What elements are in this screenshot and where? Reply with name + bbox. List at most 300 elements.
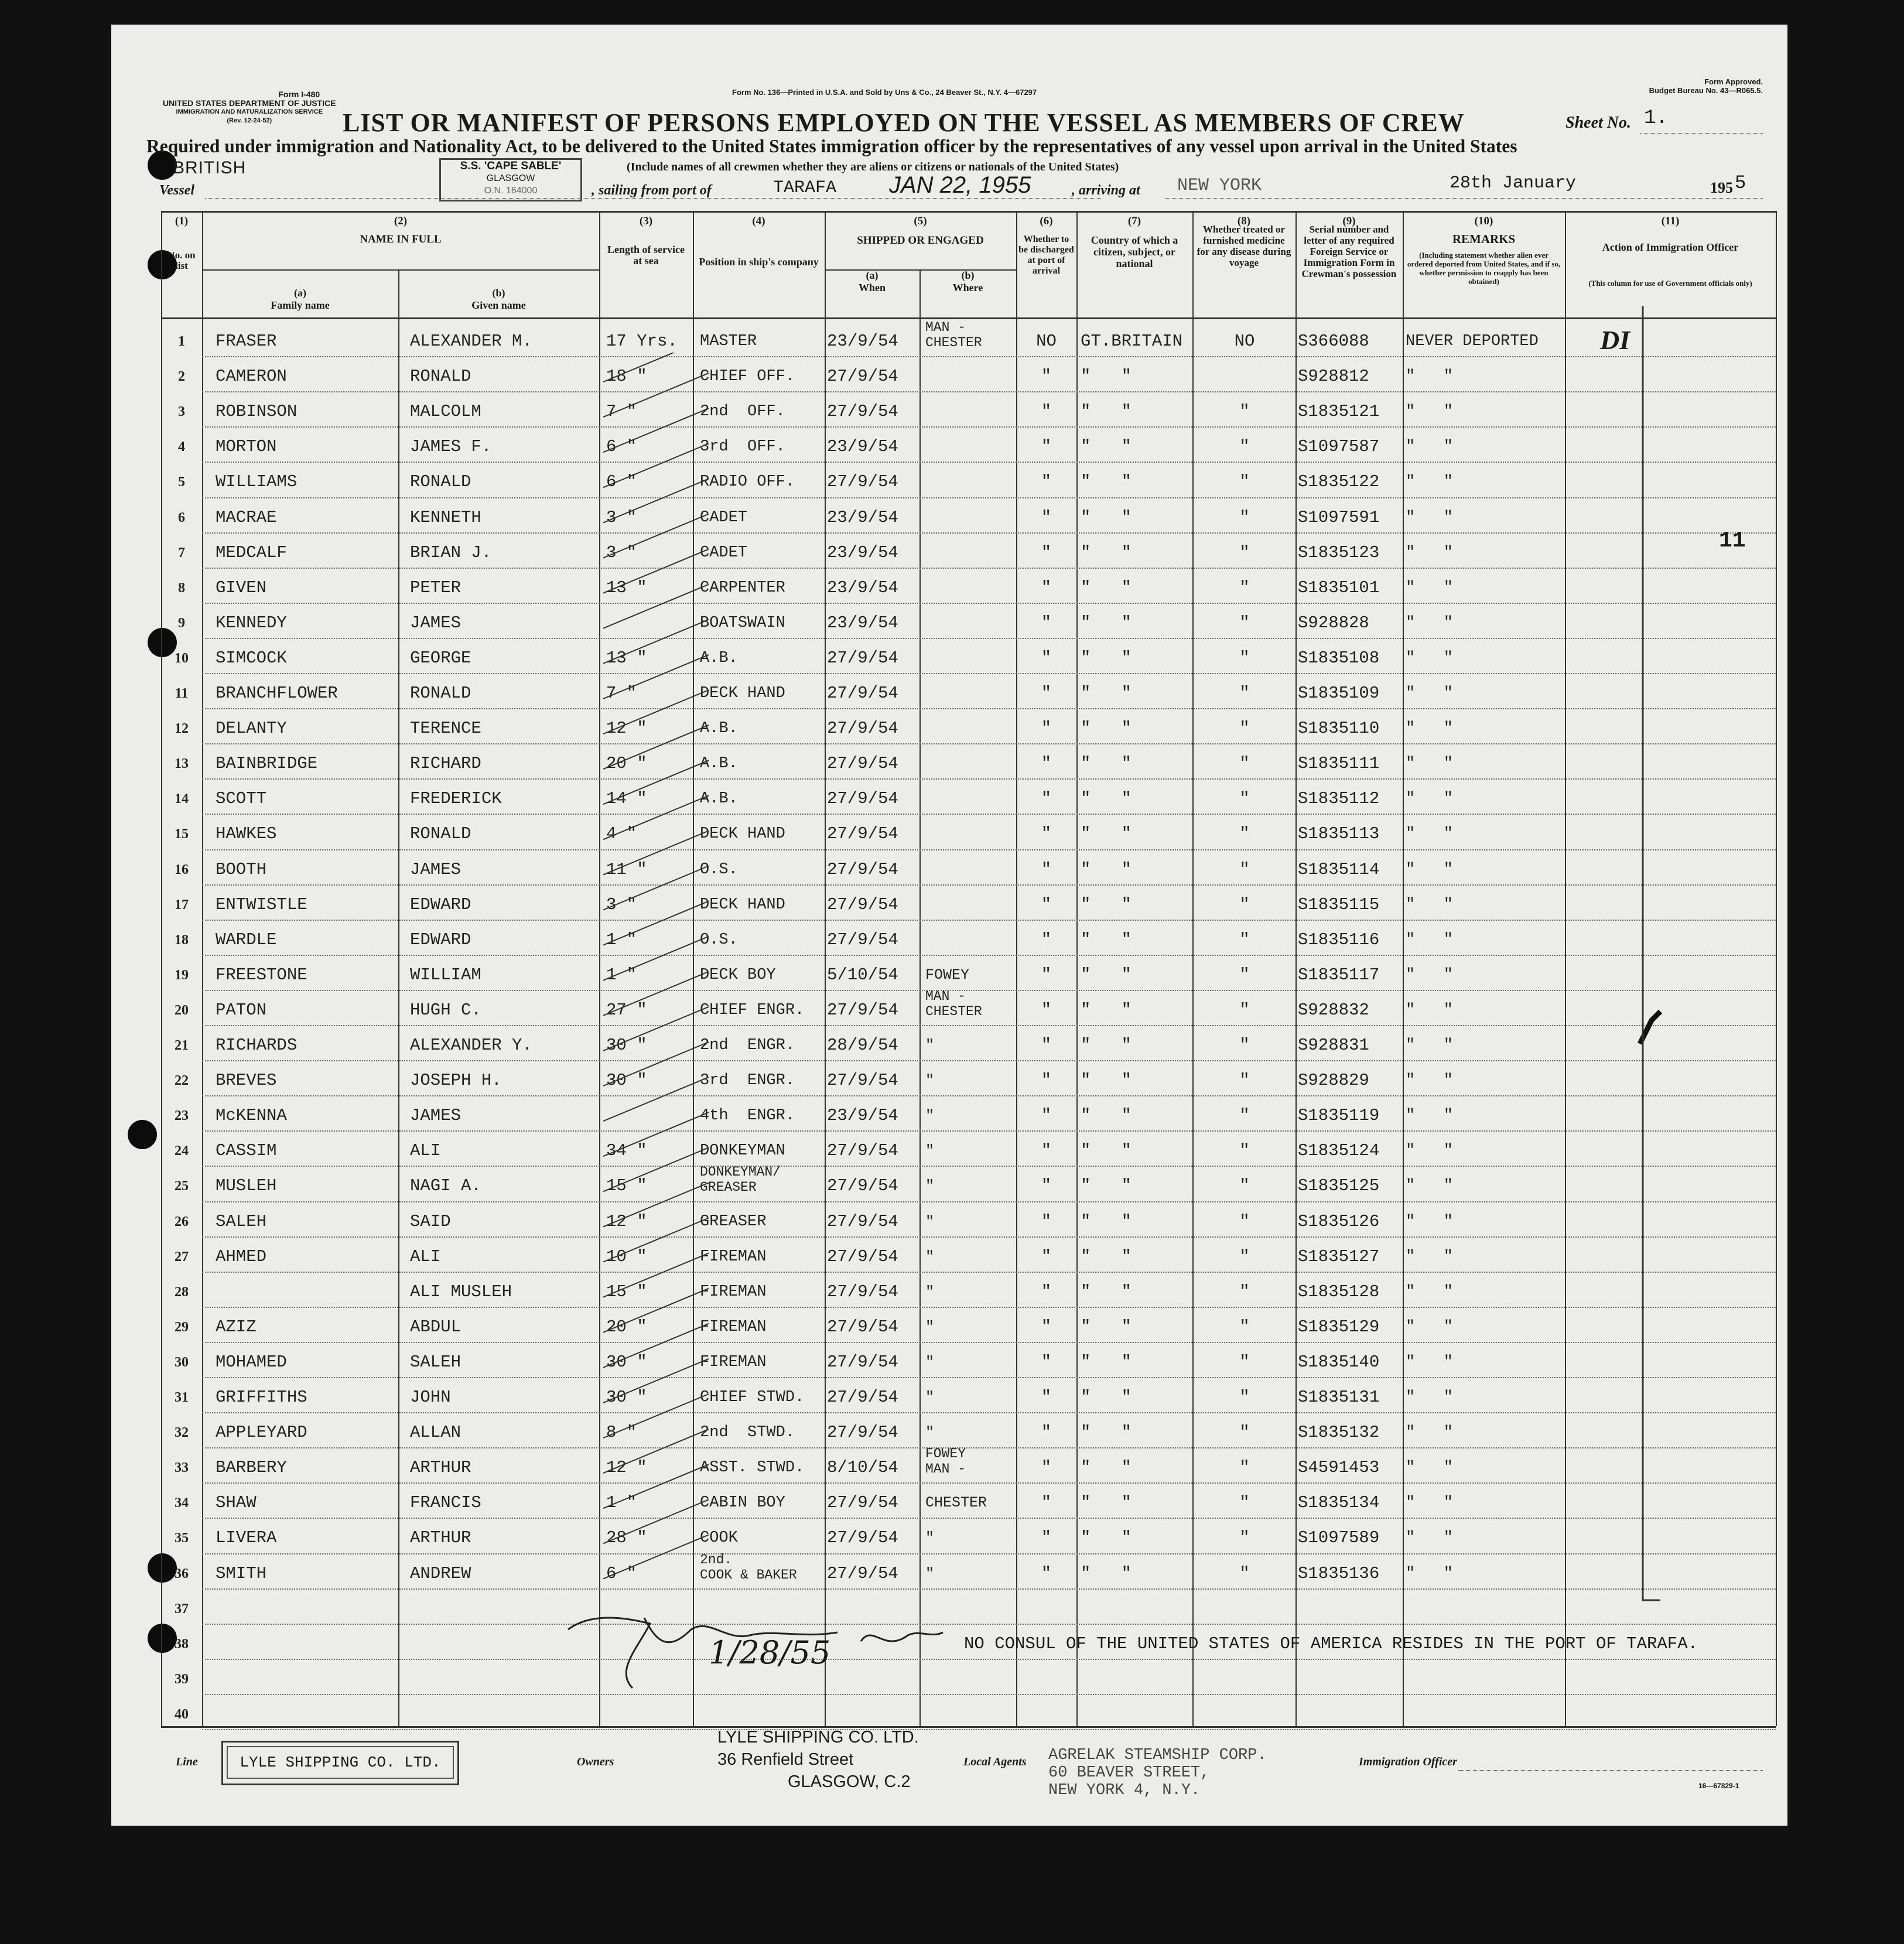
service-length[interactable]: 15 ": [606, 1176, 647, 1196]
given-name[interactable]: JOHN: [410, 1388, 451, 1407]
position[interactable]: A.B.: [700, 790, 738, 808]
discharge[interactable]: ": [1041, 472, 1052, 492]
remarks[interactable]: " ": [1406, 614, 1454, 632]
medicine[interactable]: ": [1239, 789, 1250, 809]
shipped-when[interactable]: 28/9/54: [827, 1036, 898, 1055]
serial-number[interactable]: S1835121: [1298, 402, 1380, 422]
country[interactable]: " ": [1081, 1493, 1132, 1513]
serial-number[interactable]: S1835124: [1298, 1141, 1380, 1161]
service-length[interactable]: 6 ": [606, 437, 637, 457]
shipped-when[interactable]: 27/9/54: [827, 754, 898, 774]
shipped-when[interactable]: 27/9/54: [827, 1211, 898, 1231]
medicine[interactable]: ": [1239, 894, 1250, 914]
family-name[interactable]: McKENNA: [216, 1106, 287, 1126]
remarks[interactable]: " ": [1406, 368, 1454, 386]
remarks[interactable]: " ": [1406, 1564, 1454, 1583]
shipped-when[interactable]: 23/9/54: [827, 507, 898, 527]
discharge[interactable]: ": [1041, 1282, 1052, 1301]
discharge[interactable]: ": [1041, 1106, 1052, 1126]
given-name[interactable]: RICHARD: [410, 754, 481, 774]
given-name[interactable]: WILLIAM: [410, 965, 481, 985]
remarks[interactable]: " ": [1406, 931, 1454, 949]
family-name[interactable]: MUSLEH: [216, 1176, 277, 1196]
shipped-when[interactable]: 23/9/54: [827, 578, 898, 597]
service-length[interactable]: 30 ": [606, 1352, 647, 1372]
position[interactable]: FIREMAN: [700, 1283, 767, 1301]
medicine[interactable]: ": [1239, 1246, 1250, 1266]
serial-number[interactable]: S1835112: [1298, 789, 1380, 809]
service-length[interactable]: 7 ": [606, 402, 637, 422]
shipped-where[interactable]: ": [925, 1107, 935, 1125]
given-name[interactable]: KENNETH: [410, 507, 481, 527]
country[interactable]: " ": [1081, 578, 1132, 597]
family-name[interactable]: SALEH: [216, 1211, 267, 1231]
serial-number[interactable]: S1835119: [1298, 1106, 1380, 1126]
remarks[interactable]: " ": [1406, 966, 1454, 984]
given-name[interactable]: ABDUL: [410, 1317, 462, 1337]
arrival-date[interactable]: 28th January: [1450, 173, 1577, 193]
remarks[interactable]: " ": [1406, 790, 1454, 808]
shipped-when[interactable]: 27/9/54: [827, 930, 898, 949]
remarks[interactable]: " ": [1406, 1037, 1454, 1054]
discharge[interactable]: ": [1041, 789, 1052, 809]
remarks[interactable]: " ": [1406, 544, 1454, 562]
family-name[interactable]: BRANCHFLOWER: [216, 684, 338, 703]
vessel-nationality[interactable]: BRITISH: [173, 158, 247, 177]
service-length[interactable]: 12 ": [606, 719, 647, 739]
discharge[interactable]: ": [1041, 1388, 1052, 1407]
family-name[interactable]: CASSIM: [216, 1141, 277, 1161]
given-name[interactable]: JAMES: [410, 1106, 462, 1126]
family-name[interactable]: APPLEYARD: [216, 1423, 307, 1443]
discharge[interactable]: ": [1041, 437, 1052, 457]
service-length[interactable]: 28 ": [606, 1528, 647, 1548]
serial-number[interactable]: S1835108: [1298, 648, 1380, 668]
country[interactable]: " ": [1081, 1141, 1132, 1161]
remarks[interactable]: " ": [1406, 1072, 1454, 1090]
position[interactable]: RADIO OFF.: [700, 473, 795, 491]
medicine[interactable]: ": [1239, 1563, 1250, 1583]
service-length[interactable]: 6 ": [606, 472, 637, 492]
serial-number[interactable]: S1835110: [1298, 719, 1380, 739]
family-name[interactable]: ENTWISTLE: [216, 894, 307, 914]
remarks[interactable]: " ": [1406, 1001, 1454, 1019]
service-length[interactable]: 13 ": [606, 578, 647, 597]
position[interactable]: DECK HAND: [700, 685, 785, 702]
medicine[interactable]: ": [1239, 578, 1250, 597]
discharge[interactable]: ": [1041, 1528, 1052, 1548]
given-name[interactable]: SAID: [410, 1211, 451, 1231]
shipped-where[interactable]: ": [925, 1318, 935, 1335]
sailing-date[interactable]: JAN 22, 1955: [889, 172, 1031, 198]
medicine[interactable]: ": [1239, 613, 1250, 633]
serial-number[interactable]: S928831: [1298, 1036, 1369, 1055]
country[interactable]: " ": [1081, 930, 1132, 949]
serial-number[interactable]: S1097589: [1298, 1528, 1380, 1548]
serial-number[interactable]: S1835122: [1298, 472, 1380, 492]
medicine[interactable]: ": [1239, 1528, 1250, 1548]
serial-number[interactable]: S1835136: [1298, 1563, 1380, 1583]
service-length[interactable]: 18 ": [606, 367, 647, 387]
given-name[interactable]: JAMES F.: [410, 437, 492, 457]
medicine[interactable]: ": [1239, 824, 1250, 844]
remarks[interactable]: " ": [1406, 1353, 1454, 1371]
service-length[interactable]: 8 ": [606, 1423, 637, 1443]
serial-number[interactable]: S1097591: [1298, 507, 1380, 527]
shipped-where[interactable]: ": [925, 1389, 935, 1406]
given-name[interactable]: FREDERICK: [410, 789, 502, 809]
country[interactable]: " ": [1081, 859, 1132, 879]
given-name[interactable]: PETER: [410, 578, 462, 597]
discharge[interactable]: ": [1041, 1423, 1052, 1443]
serial-number[interactable]: S928832: [1298, 1000, 1369, 1020]
service-length[interactable]: 1 ": [606, 1493, 637, 1513]
remarks[interactable]: " ": [1406, 508, 1454, 527]
country[interactable]: " ": [1081, 1036, 1132, 1055]
family-name[interactable]: BARBERY: [216, 1458, 287, 1478]
medicine[interactable]: ": [1239, 965, 1250, 985]
service-length[interactable]: 6 ": [606, 1563, 637, 1583]
shipped-where[interactable]: ": [925, 1072, 935, 1089]
medicine[interactable]: ": [1239, 1317, 1250, 1337]
shipped-where[interactable]: ": [925, 1353, 935, 1371]
position[interactable]: 2nd. COOK & BAKER: [700, 1552, 797, 1583]
given-name[interactable]: RONALD: [410, 472, 471, 492]
family-name[interactable]: DELANTY: [216, 719, 287, 739]
discharge[interactable]: ": [1041, 367, 1052, 387]
family-name[interactable]: GRIFFITHS: [216, 1388, 307, 1407]
position[interactable]: O.S.: [700, 860, 738, 879]
country[interactable]: " ": [1081, 1282, 1132, 1301]
country[interactable]: " ": [1081, 1458, 1132, 1478]
discharge[interactable]: ": [1041, 719, 1052, 739]
shipped-where[interactable]: ": [925, 1283, 935, 1300]
family-name[interactable]: MACRAE: [216, 507, 277, 527]
discharge[interactable]: ": [1041, 542, 1052, 562]
country[interactable]: " ": [1081, 1317, 1132, 1337]
position[interactable]: DONKEYMAN: [700, 1142, 785, 1160]
medicine[interactable]: ": [1239, 1423, 1250, 1443]
family-name[interactable]: BOOTH: [216, 859, 267, 879]
service-length[interactable]: 30 ": [606, 1071, 647, 1091]
serial-number[interactable]: S1835109: [1298, 684, 1380, 703]
position[interactable]: 4th ENGR.: [700, 1107, 795, 1125]
remarks[interactable]: " ": [1406, 755, 1454, 773]
serial-number[interactable]: S1835129: [1298, 1317, 1380, 1337]
discharge[interactable]: ": [1041, 1141, 1052, 1161]
service-length[interactable]: 34 ": [606, 1141, 647, 1161]
service-length[interactable]: 17 Yrs.: [606, 332, 678, 351]
position[interactable]: CHIEF STWD.: [700, 1389, 805, 1406]
serial-number[interactable]: S4591453: [1298, 1458, 1380, 1478]
remarks[interactable]: " ": [1406, 896, 1454, 914]
shipped-when[interactable]: 27/9/54: [827, 648, 898, 668]
position[interactable]: CHIEF ENGR.: [700, 1001, 805, 1019]
family-name[interactable]: CAMERON: [216, 367, 287, 387]
serial-number[interactable]: S1835115: [1298, 894, 1380, 914]
shipped-when[interactable]: 27/9/54: [827, 1071, 898, 1091]
country[interactable]: " ": [1081, 472, 1132, 492]
service-length[interactable]: 3 ": [606, 542, 637, 562]
shipped-where[interactable]: FOWEY MAN -: [925, 1446, 966, 1477]
remarks[interactable]: " ": [1406, 720, 1454, 738]
position[interactable]: CADET: [700, 508, 748, 527]
service-length[interactable]: 7 ": [606, 684, 637, 703]
remarks[interactable]: NEVER DEPORTED: [1406, 333, 1539, 350]
given-name[interactable]: RONALD: [410, 684, 471, 703]
discharge[interactable]: ": [1041, 1493, 1052, 1513]
given-name[interactable]: SALEH: [410, 1352, 462, 1372]
shipped-when[interactable]: 27/9/54: [827, 472, 898, 492]
given-name[interactable]: ALI MUSLEH: [410, 1282, 512, 1301]
country[interactable]: " ": [1081, 1071, 1132, 1091]
serial-number[interactable]: S1835114: [1298, 859, 1380, 879]
shipped-where[interactable]: MAN - CHESTER: [925, 988, 982, 1019]
position[interactable]: CADET: [700, 544, 748, 562]
family-name[interactable]: AHMED: [216, 1246, 267, 1266]
family-name[interactable]: KENNEDY: [216, 613, 287, 633]
country[interactable]: " ": [1081, 1388, 1132, 1407]
position[interactable]: GREASER: [700, 1212, 767, 1231]
medicine[interactable]: ": [1239, 472, 1250, 492]
medicine[interactable]: ": [1239, 1493, 1250, 1513]
service-length[interactable]: 12 ": [606, 1458, 647, 1478]
family-name[interactable]: SIMCOCK: [216, 648, 287, 668]
family-name[interactable]: WILLIAMS: [216, 472, 298, 492]
shipped-where[interactable]: ": [925, 1564, 935, 1582]
service-length[interactable]: 4 ": [606, 824, 637, 844]
discharge[interactable]: ": [1041, 965, 1052, 985]
discharge[interactable]: ": [1041, 613, 1052, 633]
shipped-when[interactable]: 27/9/54: [827, 1317, 898, 1337]
family-name[interactable]: MOHAMED: [216, 1352, 287, 1372]
discharge[interactable]: ": [1041, 1458, 1052, 1478]
position[interactable]: FIREMAN: [700, 1318, 767, 1336]
family-name[interactable]: SCOTT: [216, 789, 267, 809]
remarks[interactable]: " ": [1406, 1424, 1454, 1442]
remarks[interactable]: " ": [1406, 1459, 1454, 1477]
medicine[interactable]: ": [1239, 437, 1250, 457]
position[interactable]: COOK: [700, 1529, 738, 1547]
remarks[interactable]: " ": [1406, 1283, 1454, 1301]
position[interactable]: 3rd OFF.: [700, 438, 785, 456]
given-name[interactable]: ALI: [410, 1246, 441, 1266]
position[interactable]: DECK BOY: [700, 966, 776, 984]
position[interactable]: 3rd ENGR.: [700, 1072, 795, 1090]
shipped-when[interactable]: 27/9/54: [827, 824, 898, 844]
country[interactable]: " ": [1081, 824, 1132, 844]
family-name[interactable]: FRASER: [216, 332, 277, 351]
country[interactable]: " ": [1081, 1106, 1132, 1126]
remarks[interactable]: " ": [1406, 1142, 1454, 1160]
service-length[interactable]: 27 ": [606, 1000, 647, 1020]
serial-number[interactable]: S1835132: [1298, 1423, 1380, 1443]
shipped-when[interactable]: 23/9/54: [827, 332, 898, 351]
given-name[interactable]: ARTHUR: [410, 1458, 471, 1478]
family-name[interactable]: ROBINSON: [216, 402, 298, 422]
position[interactable]: 2nd STWD.: [700, 1424, 795, 1442]
shipped-when[interactable]: 27/9/54: [827, 1000, 898, 1020]
arriving-port[interactable]: NEW YORK: [1177, 176, 1262, 196]
discharge[interactable]: ": [1041, 648, 1052, 668]
country[interactable]: " ": [1081, 1563, 1132, 1583]
position[interactable]: 2nd OFF.: [700, 403, 785, 421]
family-name[interactable]: WARDLE: [216, 930, 277, 949]
serial-number[interactable]: S1835126: [1298, 1211, 1380, 1231]
country[interactable]: " ": [1081, 402, 1132, 422]
medicine[interactable]: ": [1239, 719, 1250, 739]
remarks[interactable]: " ": [1406, 825, 1454, 843]
service-length[interactable]: 15 ": [606, 1282, 647, 1301]
shipped-when[interactable]: 23/9/54: [827, 613, 898, 633]
country[interactable]: " ": [1081, 437, 1132, 457]
discharge[interactable]: ": [1041, 1000, 1052, 1020]
country[interactable]: " ": [1081, 542, 1132, 562]
shipped-when[interactable]: 27/9/54: [827, 1493, 898, 1513]
country[interactable]: " ": [1081, 648, 1132, 668]
position[interactable]: CARPENTER: [700, 579, 785, 597]
shipped-when[interactable]: 27/9/54: [827, 1176, 898, 1196]
country[interactable]: " ": [1081, 1246, 1132, 1266]
medicine[interactable]: ": [1239, 1458, 1250, 1478]
service-length[interactable]: 1 ": [606, 965, 637, 985]
remarks[interactable]: " ": [1406, 649, 1454, 667]
shipped-when[interactable]: 27/9/54: [827, 684, 898, 703]
family-name[interactable]: RICHARDS: [216, 1036, 298, 1055]
service-length[interactable]: 20 ": [606, 754, 647, 774]
shipped-when[interactable]: 8/10/54: [827, 1458, 898, 1478]
family-name[interactable]: BREVES: [216, 1071, 277, 1091]
given-name[interactable]: EDWARD: [410, 894, 471, 914]
position[interactable]: BOATSWAIN: [700, 614, 785, 632]
service-length[interactable]: 30 ": [606, 1036, 647, 1055]
serial-number[interactable]: S366088: [1298, 332, 1369, 351]
family-name[interactable]: SHAW: [216, 1493, 257, 1513]
position[interactable]: A.B.: [700, 649, 738, 667]
medicine[interactable]: ": [1239, 542, 1250, 562]
family-name[interactable]: MEDCALF: [216, 542, 287, 562]
discharge[interactable]: ": [1041, 578, 1052, 597]
country[interactable]: GT.BRITAIN: [1081, 332, 1183, 351]
given-name[interactable]: ALI: [410, 1141, 441, 1161]
shipped-where[interactable]: MAN - CHESTER: [925, 320, 982, 350]
shipped-when[interactable]: 27/9/54: [827, 1388, 898, 1407]
shipped-when[interactable]: 23/9/54: [827, 1106, 898, 1126]
position[interactable]: FIREMAN: [700, 1353, 767, 1371]
country[interactable]: " ": [1081, 965, 1132, 985]
shipped-where[interactable]: ": [925, 1529, 935, 1547]
discharge[interactable]: ": [1041, 1563, 1052, 1583]
medicine[interactable]: ": [1239, 930, 1250, 949]
medicine[interactable]: ": [1239, 1282, 1250, 1301]
serial-number[interactable]: S1835113: [1298, 824, 1380, 844]
given-name[interactable]: GEORGE: [410, 648, 471, 668]
medicine[interactable]: ": [1239, 1106, 1250, 1126]
medicine[interactable]: ": [1239, 1176, 1250, 1196]
family-name[interactable]: SMITH: [216, 1563, 267, 1583]
position[interactable]: DECK HAND: [700, 825, 785, 843]
family-name[interactable]: FREESTONE: [216, 965, 307, 985]
discharge[interactable]: ": [1041, 1176, 1052, 1196]
serial-number[interactable]: S1835128: [1298, 1282, 1380, 1301]
medicine[interactable]: ": [1239, 754, 1250, 774]
remarks[interactable]: " ": [1406, 473, 1454, 491]
position[interactable]: FIREMAN: [700, 1248, 767, 1266]
medicine[interactable]: ": [1239, 1388, 1250, 1407]
shipped-where[interactable]: ": [925, 1212, 935, 1230]
country[interactable]: " ": [1081, 894, 1132, 914]
position[interactable]: 2nd ENGR.: [700, 1037, 795, 1054]
country[interactable]: " ": [1081, 613, 1132, 633]
sailing-port[interactable]: TARAFA: [773, 178, 837, 198]
family-name[interactable]: HAWKES: [216, 824, 277, 844]
shipped-when[interactable]: 27/9/54: [827, 1282, 898, 1301]
given-name[interactable]: JOSEPH H.: [410, 1071, 502, 1091]
shipped-when[interactable]: 27/9/54: [827, 1141, 898, 1161]
country[interactable]: " ": [1081, 367, 1132, 387]
shipped-when[interactable]: 27/9/54: [827, 367, 898, 387]
discharge[interactable]: ": [1041, 1246, 1052, 1266]
arrival-year-suffix[interactable]: 5: [1735, 172, 1746, 194]
shipped-where[interactable]: ": [925, 1037, 935, 1054]
position[interactable]: ASST. STWD.: [700, 1459, 805, 1477]
shipped-when[interactable]: 23/9/54: [827, 542, 898, 562]
service-length[interactable]: 30 ": [606, 1388, 647, 1407]
country[interactable]: " ": [1081, 754, 1132, 774]
position[interactable]: A.B.: [700, 755, 738, 773]
country[interactable]: " ": [1081, 684, 1132, 703]
family-name[interactable]: MORTON: [216, 437, 277, 457]
discharge[interactable]: ": [1041, 684, 1052, 703]
remarks[interactable]: " ": [1406, 1529, 1454, 1547]
given-name[interactable]: ANDREW: [410, 1563, 471, 1583]
given-name[interactable]: FRANCIS: [410, 1493, 481, 1513]
medicine[interactable]: NO: [1234, 332, 1255, 351]
medicine[interactable]: ": [1239, 1071, 1250, 1091]
given-name[interactable]: JAMES: [410, 613, 462, 633]
serial-number[interactable]: S1835117: [1298, 965, 1380, 985]
serial-number[interactable]: S1835123: [1298, 542, 1380, 562]
serial-number[interactable]: S1835140: [1298, 1352, 1380, 1372]
medicine[interactable]: ": [1239, 507, 1250, 527]
discharge[interactable]: ": [1041, 1071, 1052, 1091]
given-name[interactable]: ALEXANDER Y.: [410, 1036, 532, 1055]
shipped-where[interactable]: ": [925, 1248, 935, 1265]
remarks[interactable]: " ": [1406, 1494, 1454, 1512]
medicine[interactable]: ": [1239, 1141, 1250, 1161]
remarks[interactable]: " ": [1406, 579, 1454, 597]
given-name[interactable]: RONALD: [410, 824, 471, 844]
remarks[interactable]: " ": [1406, 403, 1454, 421]
country[interactable]: " ": [1081, 1423, 1132, 1443]
given-name[interactable]: BRIAN J.: [410, 542, 492, 562]
family-name[interactable]: PATON: [216, 1000, 267, 1020]
discharge[interactable]: ": [1041, 402, 1052, 422]
remarks[interactable]: " ": [1406, 860, 1454, 879]
medicine[interactable]: ": [1239, 684, 1250, 703]
shipped-when[interactable]: 27/9/54: [827, 719, 898, 739]
discharge[interactable]: ": [1041, 824, 1052, 844]
country[interactable]: " ": [1081, 1352, 1132, 1372]
remarks[interactable]: " ": [1406, 1248, 1454, 1266]
service-length[interactable]: 3 ": [606, 507, 637, 527]
country[interactable]: " ": [1081, 1000, 1132, 1020]
medicine[interactable]: ": [1239, 648, 1250, 668]
shipped-when[interactable]: 23/9/54: [827, 437, 898, 457]
medicine[interactable]: ": [1239, 1352, 1250, 1372]
serial-number[interactable]: S1835127: [1298, 1246, 1380, 1266]
shipped-where[interactable]: ": [925, 1142, 935, 1160]
